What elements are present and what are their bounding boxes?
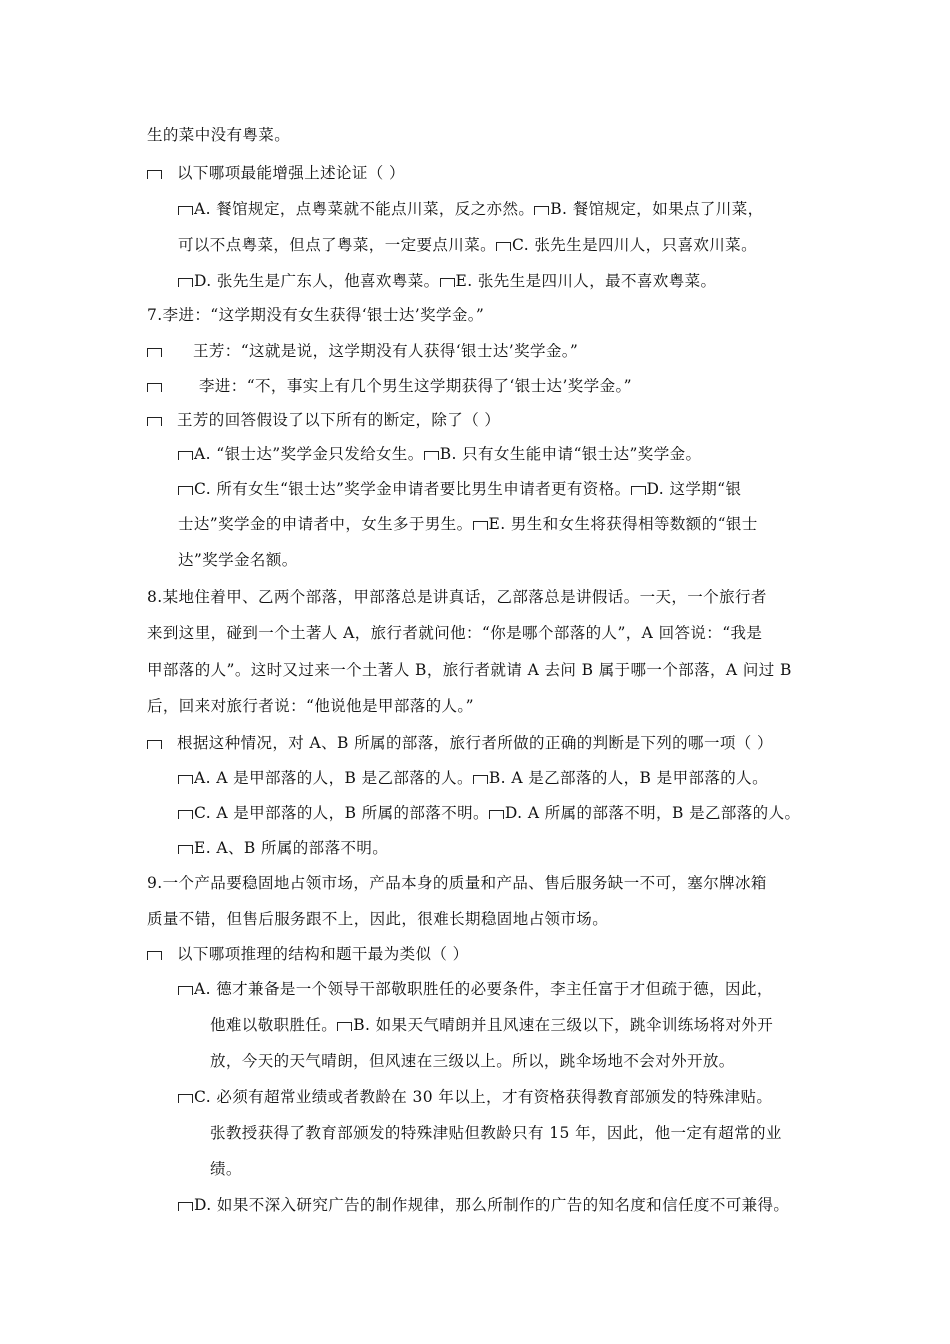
segment-text: C. 必须有超常业绩或者教龄在 30 年以上，才有资格获得教育部颁发的特殊津贴。	[194, 1088, 773, 1106]
text-line	[210, 1015, 773, 1035]
text-line	[178, 235, 757, 255]
line-text: 甲部落的人”。这时又过来一个土著人 B，旅行者就请 A 去问 B 属于哪一个部落，A 问过 B	[147, 661, 792, 679]
text-line	[178, 550, 298, 570]
option-text	[178, 200, 534, 218]
line-text: 王芳：“这就是说，这学期没有人获得‘银士达’奖学金。”	[193, 342, 579, 360]
blank-marker-icon	[147, 348, 162, 357]
blank-marker-icon	[473, 775, 488, 784]
text-line	[178, 803, 800, 823]
blank-marker-icon	[178, 845, 193, 854]
option-text	[473, 515, 758, 533]
line-text: 绩。	[210, 1160, 242, 1178]
blank-marker-icon	[147, 951, 162, 960]
blank-marker-icon	[178, 1202, 193, 1211]
segment-text: D. A 所属的部落不明，B 是乙部落的人。	[504, 804, 801, 822]
text-line	[147, 660, 792, 680]
blank-marker-icon	[534, 206, 549, 215]
text-line	[178, 838, 388, 858]
segment-text: B. 餐馆规定，如果点了川菜，	[550, 200, 764, 218]
segment-text: E. 张先生是四川人，最不喜欢粤菜。	[455, 272, 717, 290]
blank-marker-icon	[631, 486, 646, 495]
text-line	[178, 271, 716, 291]
option-text	[178, 769, 473, 787]
text-line	[147, 163, 405, 183]
option-text	[178, 1196, 789, 1214]
text-line	[178, 514, 758, 534]
option-text	[178, 1088, 772, 1106]
option-text	[178, 272, 440, 290]
option-text	[178, 804, 489, 822]
text-segment	[178, 515, 473, 533]
text-line	[210, 1123, 782, 1143]
text-line	[178, 479, 741, 499]
line-text: 王芳的回答假设了以下所有的断定，除了（ ）	[177, 411, 501, 429]
text-line	[147, 696, 474, 716]
blank-marker-icon	[178, 278, 193, 287]
text-line	[210, 1051, 735, 1071]
line-text: 张教授获得了教育部颁发的特殊津贴但教龄只有 15 年，因此，他一定有超常的业	[210, 1124, 782, 1142]
text-segment	[178, 236, 496, 254]
blank-marker-icon	[337, 1022, 352, 1031]
text-line	[147, 341, 578, 361]
segment-text: E. 男生和女生将获得相等数额的“银士	[488, 515, 758, 533]
segment-text: C. A 是甲部落的人，B 所属的部落不明。	[194, 804, 489, 822]
blank-marker-icon	[473, 521, 488, 530]
text-line	[178, 979, 773, 999]
text-line	[147, 909, 608, 929]
blank-marker-icon	[496, 242, 511, 251]
blank-marker-icon	[424, 451, 439, 460]
blank-marker-icon	[489, 810, 504, 819]
text-line	[147, 376, 632, 396]
blank-marker-icon	[178, 206, 193, 215]
text-line	[147, 733, 773, 753]
segment-text: D. 这学期“银	[646, 480, 742, 498]
text-line	[210, 1159, 242, 1179]
option-text	[178, 445, 424, 463]
text-segment	[210, 1016, 337, 1034]
text-line	[147, 125, 290, 145]
blank-marker-icon	[147, 740, 162, 749]
option-text	[337, 1016, 773, 1034]
line-text: 生的菜中没有粤菜。	[147, 126, 291, 144]
text-line	[178, 1195, 789, 1215]
segment-text: A. “银士达”奖学金只发给女生。	[194, 445, 424, 463]
segment-text: A. 餐馆规定，点粤菜就不能点川菜，反之亦然。	[194, 200, 535, 218]
line-text: 质量不错，但售后服务跟不上，因此，很难长期稳固地占领市场。	[147, 910, 609, 928]
option-text	[473, 769, 768, 787]
segment-text: B. A 是乙部落的人，B 是甲部落的人。	[488, 769, 768, 787]
line-text: 根据这种情况，对 A、B 所属的部落，旅行者所做的正确的判断是下列的哪一项（ ）	[177, 734, 773, 752]
blank-marker-icon	[178, 775, 193, 784]
text-line	[147, 873, 767, 893]
blank-marker-icon	[440, 278, 455, 287]
segment-text: C. 所有女生“银士达”奖学金申请者要比男生申请者更有资格。	[194, 480, 631, 498]
segment-text: C. 张先生是四川人，只喜欢川菜。	[512, 236, 757, 254]
blank-marker-icon	[178, 486, 193, 495]
segment-text: A. 德才兼备是一个领导干部敬职胜任的必要条件，李主任富于才但疏于德，因此，	[194, 980, 773, 998]
segment-text: B. 只有女生能申请“银士达”奖学金。	[439, 445, 702, 463]
text-line	[147, 944, 469, 964]
option-text	[496, 236, 757, 254]
option-text	[534, 200, 763, 218]
segment-text: D. 张先生是广东人，他喜欢粤菜。	[194, 272, 440, 290]
blank-marker-icon	[147, 417, 162, 426]
text-line	[178, 768, 768, 788]
segment-text: D. 如果不深入研究广告的制作规律，那么所制作的广告的知名度和信任度不可兼得。	[194, 1196, 790, 1214]
line-text: 8.某地住着甲、乙两个部落，甲部落总是讲真话，乙部落总是讲假话。一天，一个旅行者	[147, 588, 767, 606]
option-text	[178, 480, 631, 498]
line-text: 7.李进：“这学期没有女生获得‘银士达’奖学金。”	[147, 306, 485, 324]
line-text: 以下哪项最能增强上述论证（ ）	[177, 164, 405, 182]
text-line	[147, 587, 767, 607]
option-text	[178, 980, 773, 998]
option-text	[424, 445, 702, 463]
blank-marker-icon	[147, 170, 162, 179]
text-line	[178, 199, 764, 219]
blank-marker-icon	[178, 986, 193, 995]
blank-marker-icon	[178, 1094, 193, 1103]
line-text: 来到这里，碰到一个土著人 A，旅行者就问他：“你是哪个部落的人”，A 回答说：“我是	[147, 624, 763, 642]
segment-text: 士达”奖学金的申请者中，女生多于男生。	[178, 515, 473, 533]
segment-text: B. 如果天气晴朗并且风速在三级以下，跳伞训练场将对外开	[353, 1016, 774, 1034]
segment-text: 他难以敬职胜任。	[210, 1016, 338, 1034]
line-text: 放，今天的天气晴朗，但风速在三级以上。所以，跳伞场地不会对外开放。	[210, 1052, 735, 1070]
option-text	[178, 839, 388, 857]
segment-text: A. A 是甲部落的人，B 是乙部落的人。	[194, 769, 473, 787]
blank-marker-icon	[178, 451, 193, 460]
option-text	[440, 272, 717, 290]
line-text: 9.一个产品要稳固地占领市场，产品本身的质量和产品、售后服务缺一不可，塞尔牌冰箱	[147, 874, 767, 892]
option-text	[489, 804, 800, 822]
text-line	[147, 623, 762, 643]
text-line	[178, 1087, 772, 1107]
text-line	[178, 444, 701, 464]
segment-text: E. A、B 所属的部落不明。	[194, 839, 389, 857]
text-line	[147, 410, 500, 430]
blank-marker-icon	[147, 383, 162, 392]
line-text: 达”奖学金名额。	[178, 551, 298, 569]
segment-text: 可以不点粤菜，但点了粤菜，一定要点川菜。	[178, 236, 497, 254]
option-text	[631, 480, 742, 498]
line-text: 李进：“不，事实上有几个男生这学期获得了‘银士达’奖学金。”	[199, 377, 632, 395]
line-text: 以下哪项推理的结构和题干最为类似（ ）	[177, 945, 469, 963]
line-text: 后，回来对旅行者说：“他说他是甲部落的人。”	[147, 697, 474, 715]
blank-marker-icon	[178, 810, 193, 819]
text-line	[147, 305, 484, 325]
